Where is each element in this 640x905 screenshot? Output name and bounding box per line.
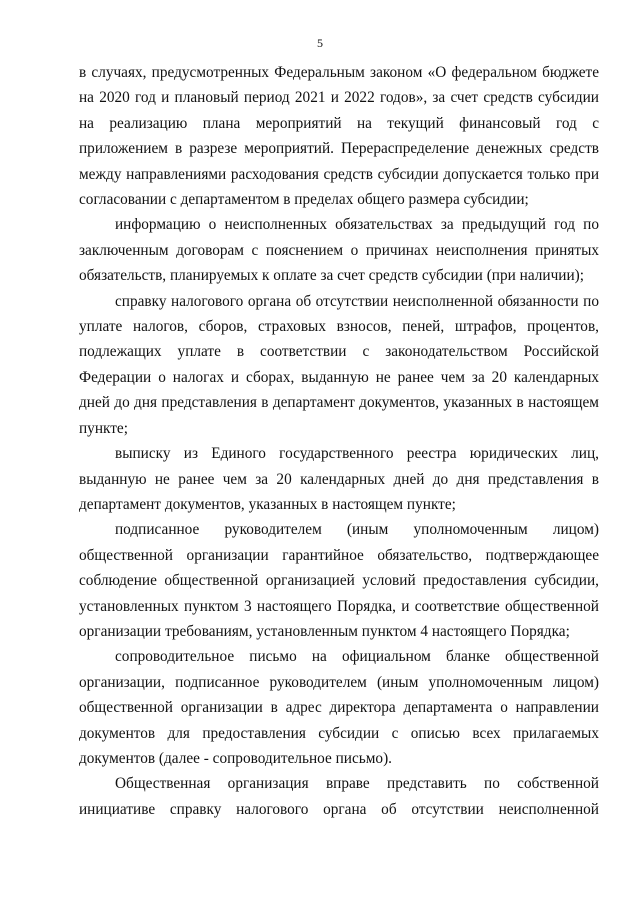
paragraph-cover-letter: сопроводительное письмо на официальном бланке общественной организации, подписанное руководителем (иным уполномоченным лицом) общественной организации в адрес директора департамента о направлении документов для предоставления субсидии с описью всех прилагаемых документов (далее - сопроводительное письмо). [79, 648, 599, 767]
paragraph-unfulfilled-obligations: информацию о неисполненных обязательствах за предыдущий год по заключенным договорам с пояснением о причинах неисполнения принятых обязательств, планируемых к оплате за счет средств субсидии (при наличии); [79, 216, 599, 285]
paragraph-tax-certificate: справку налогового органа об отсутствии неисполненной обязанности по уплате налогов, сборов, страховых взносов, пеней, штрафов, процентов, подлежащих уплате в соответствии с законодательством Российской Федерации о налогах и сборах, выданную не ранее чем за 20 календарных дней до дня представления в департамент документов, указанных в настоящем пункте; [79, 292, 599, 437]
paragraph-subsidy-plan: в случаях, предусмотренных Федеральным законом «О федеральном бюджете на 2020 год и плановый период 2021 и 2022 годов», за счет средств субсидии на реализацию плана мероприятий на текущий финансовый год с приложением в разрезе мероприятий. Перераспределение денежных средств между направлениями расходования средств субсидии допускается только при согласовании с департаментом в пределах общего размера субсидии; [79, 64, 599, 209]
paragraph-own-initiative: Общественная организация вправе представить по собственной инициативе справку налогового органа об отсутствии неисполненной [79, 775, 599, 818]
document-body [79, 60, 599, 822]
page-number: 5 [317, 36, 323, 50]
paragraph-registry-extract: выписку из Единого государственного реестра юридических лиц, выданную не ранее чем за 20 календарных дней до дня представления в департамент документов, указанных в настоящем пункте; [79, 445, 599, 513]
paragraph-guarantee-obligation: подписанное руководителем (иным уполномоченным лицом) общественной организации гарантийное обязательство, подтверждающее соблюдение общественной организацией условий предоставления субсидии, установленных пунктом 3 настоящего Порядка, и соответствие общественной организации требованиям, установленным пунктом 4 настоящего Порядка; [79, 521, 599, 640]
